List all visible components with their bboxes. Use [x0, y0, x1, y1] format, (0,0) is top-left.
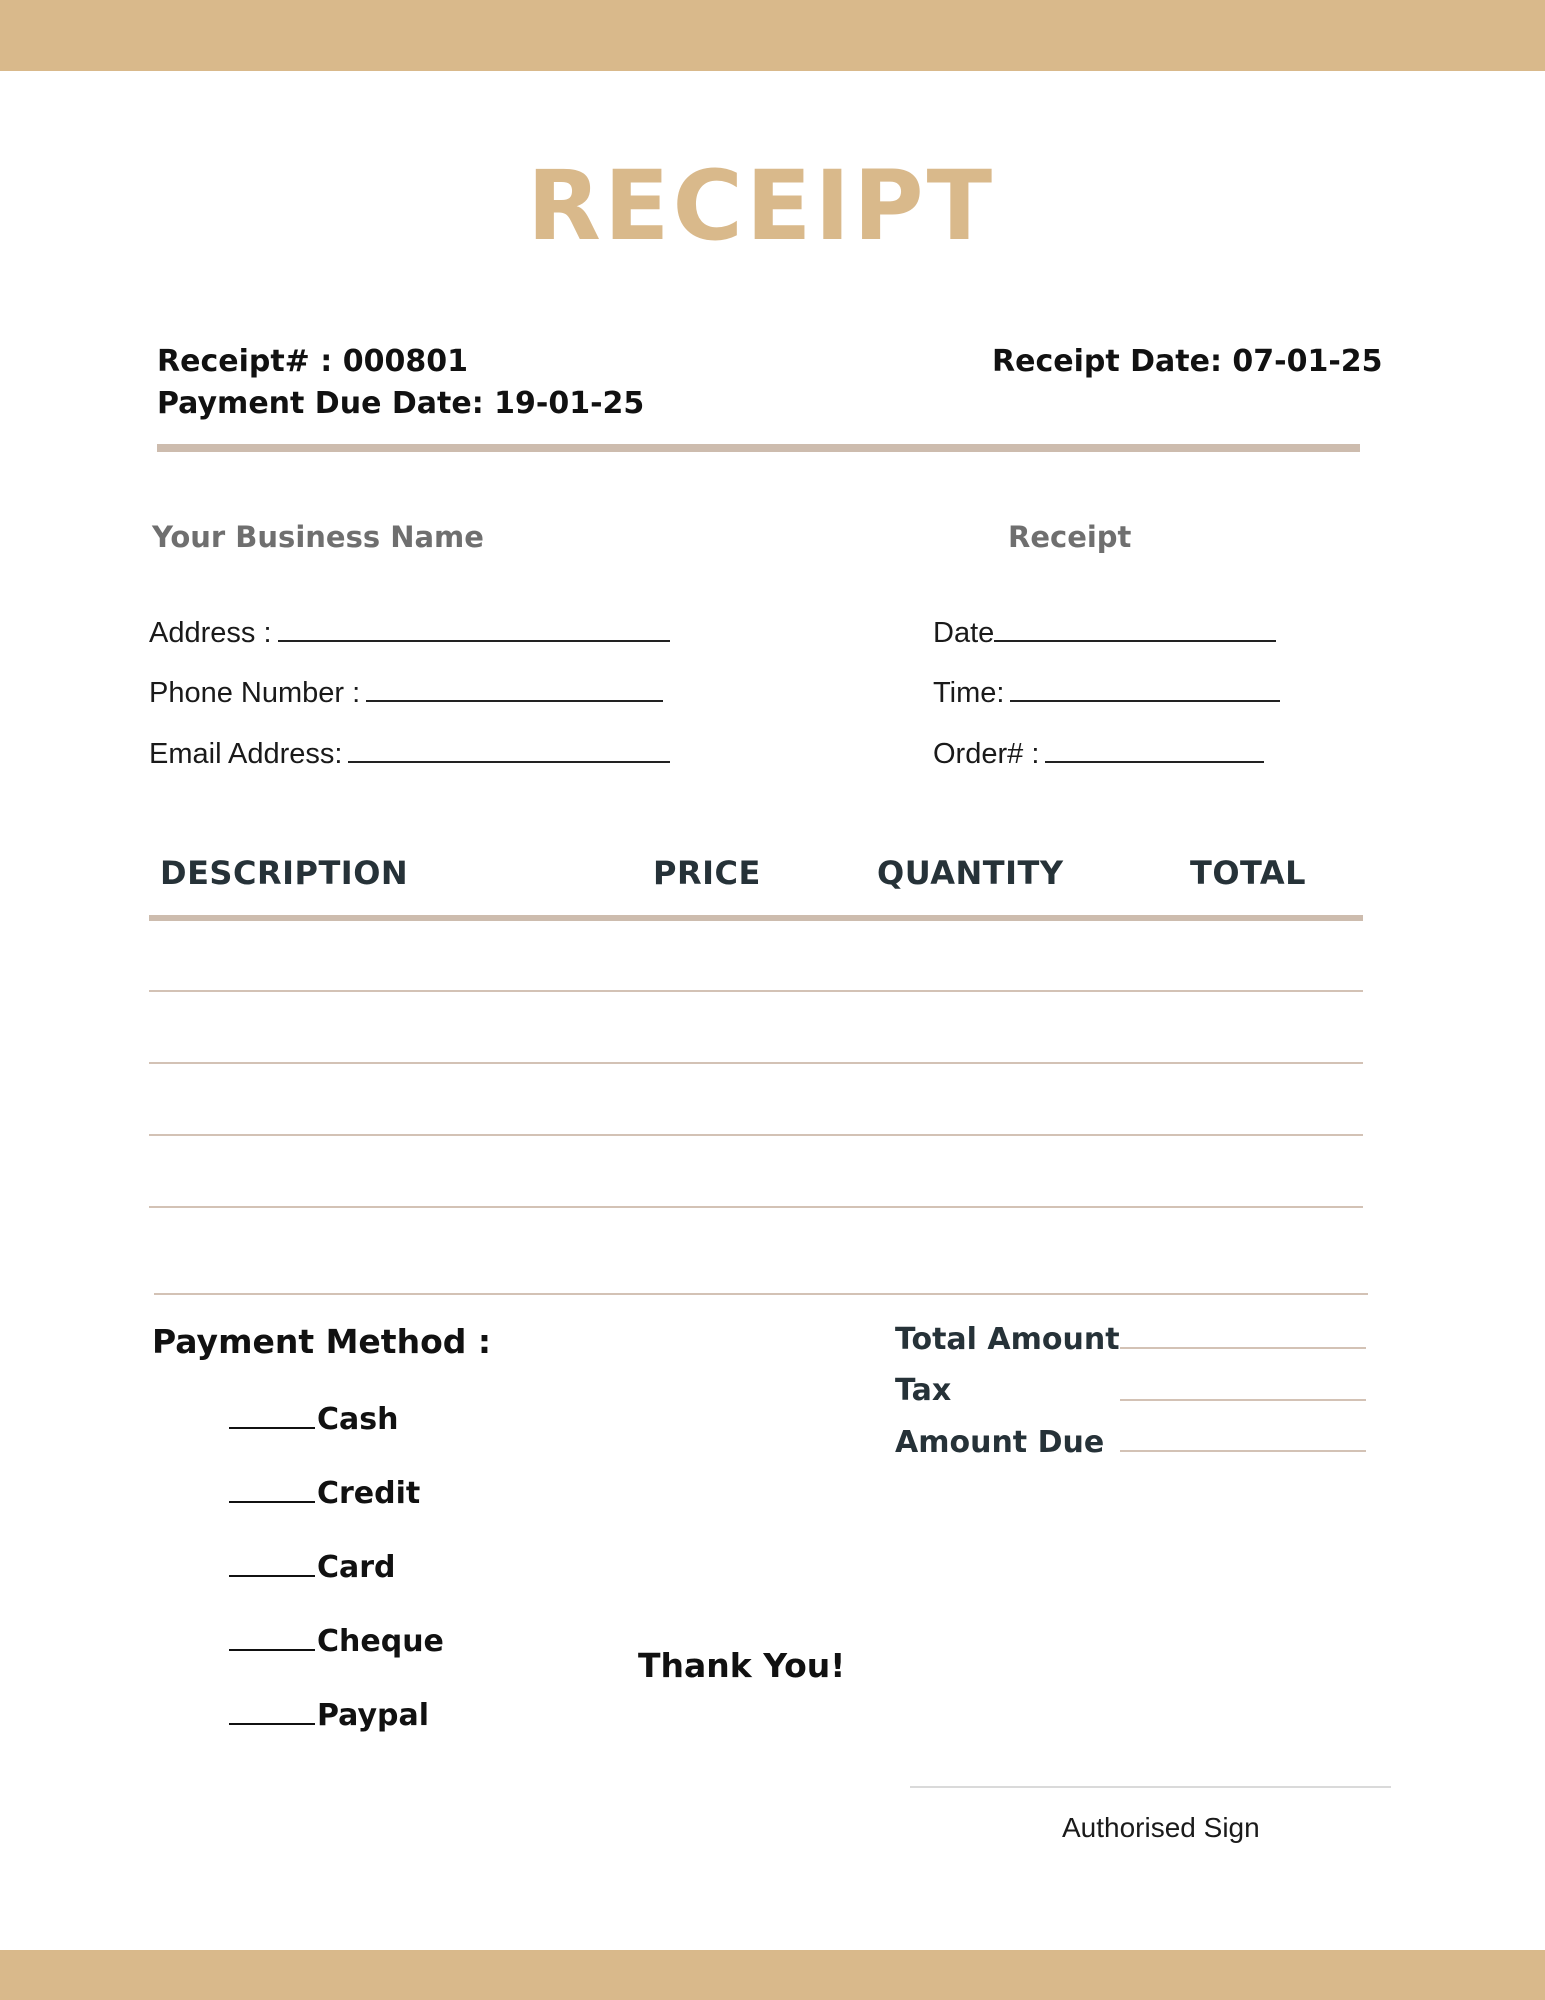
- total-amount-label: Total Amount: [895, 1322, 1120, 1357]
- column-total: TOTAL: [1190, 854, 1307, 892]
- email-blank[interactable]: [348, 733, 670, 763]
- signature-label: Authorised Sign: [1062, 1812, 1260, 1843]
- time-field[interactable]: [933, 672, 1280, 710]
- email-label: Email Address:: [149, 738, 343, 770]
- receipt-date: Receipt Date: 07-01-25: [992, 344, 1383, 379]
- business-name: Your Business Name: [152, 520, 484, 554]
- phone-field[interactable]: [149, 672, 663, 710]
- payment-option-card[interactable]: [229, 1549, 396, 1585]
- date-field[interactable]: [933, 612, 1276, 650]
- payment-option-label: Paypal: [317, 1698, 430, 1733]
- payment-option-label: Cheque: [317, 1624, 444, 1659]
- order-blank[interactable]: [1045, 733, 1264, 763]
- tax-label: Tax: [895, 1373, 952, 1408]
- payment-method-title: Payment Method :: [152, 1322, 492, 1361]
- email-field[interactable]: [149, 733, 670, 771]
- receipt-number: Receipt# : 000801: [157, 344, 468, 379]
- table-row: [149, 1062, 1363, 1064]
- checkbox-blank[interactable]: [229, 1475, 315, 1503]
- bottom-color-band: [0, 1950, 1545, 2000]
- address-field[interactable]: [149, 612, 670, 650]
- order-label: Order# :: [933, 738, 1040, 770]
- address-blank[interactable]: [278, 612, 670, 642]
- column-quantity: QUANTITY: [877, 854, 1064, 892]
- receipt-heading: Receipt: [1008, 520, 1132, 554]
- column-price: PRICE: [653, 854, 761, 892]
- date-label: Date: [933, 617, 995, 649]
- checkbox-blank[interactable]: [229, 1623, 315, 1651]
- signature-line[interactable]: [910, 1786, 1391, 1788]
- table-row: [154, 1293, 1368, 1295]
- table-row: [149, 990, 1363, 992]
- payment-option-credit[interactable]: [229, 1475, 420, 1511]
- phone-label: Phone Number :: [149, 677, 361, 709]
- payment-option-cash[interactable]: [229, 1401, 398, 1437]
- table-row: [149, 1134, 1363, 1136]
- table-row: [149, 1206, 1363, 1208]
- address-label: Address :: [149, 617, 272, 649]
- payment-option-cheque[interactable]: [229, 1623, 444, 1659]
- header-divider: [157, 444, 1360, 452]
- thank-you-message: Thank You!: [638, 1646, 846, 1685]
- top-color-band: [0, 0, 1545, 71]
- order-field[interactable]: [933, 733, 1264, 771]
- checkbox-blank[interactable]: [229, 1549, 315, 1577]
- payment-option-paypal[interactable]: [229, 1697, 429, 1733]
- time-label: Time:: [933, 677, 1005, 709]
- payment-due-date: Payment Due Date: 19-01-25: [157, 386, 645, 421]
- total-amount-line[interactable]: [1120, 1347, 1366, 1349]
- phone-blank[interactable]: [366, 672, 663, 702]
- column-description: DESCRIPTION: [160, 854, 409, 892]
- checkbox-blank[interactable]: [229, 1697, 315, 1725]
- payment-option-label: Card: [317, 1550, 396, 1585]
- payment-option-label: Cash: [317, 1402, 399, 1437]
- payment-option-label: Credit: [317, 1476, 421, 1511]
- table-header-divider: [149, 915, 1363, 921]
- checkbox-blank[interactable]: [229, 1401, 315, 1429]
- amount-due-label: Amount Due: [895, 1425, 1105, 1460]
- document-title: RECEIPT: [526, 150, 996, 262]
- date-blank[interactable]: [994, 612, 1276, 642]
- amount-due-line[interactable]: [1120, 1450, 1366, 1452]
- time-blank[interactable]: [1010, 672, 1280, 702]
- tax-line[interactable]: [1120, 1399, 1366, 1401]
